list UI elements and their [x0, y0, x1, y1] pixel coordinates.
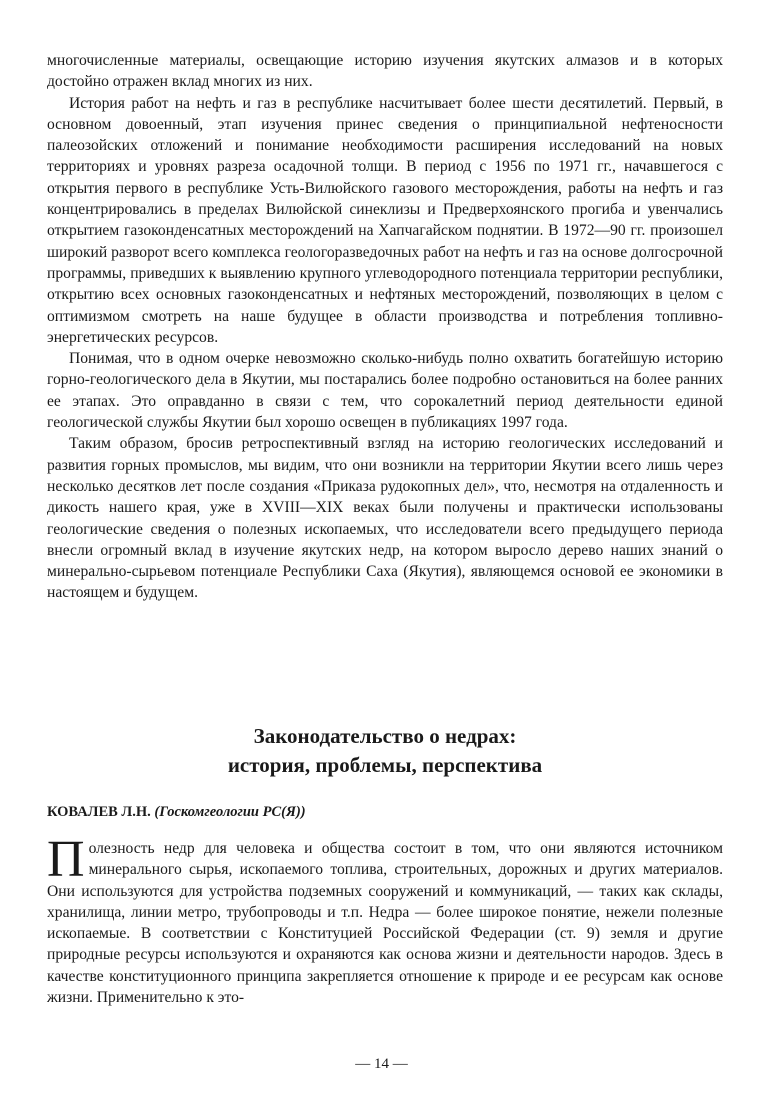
page-number: — 14 — — [355, 1056, 408, 1072]
article-first-paragraph — [47, 831, 723, 1008]
paragraph-conclusion: Таким образом, бросив ретроспективный взгляд на историю геологических исследований и развития горных промыслов, мы видим, что они возникли на территории Якутии всего лишь через несколько десятков лет после создания «Приказа рудокопных дел», что, несмотря на отдаленность и дикость нашего края, уже в XVIII—XIX веках были получены и практически использованы геологические сведения о полезных ископаемых, что исследователи всего предыдущего периода внесли огромный вклад в изучение якутских недр, на котором выросло дерево наших знаний о минерально-сырьевом потенциале Республики Саха (Якутия), являющемся основой ее экономики в настоящем и будущем. — [47, 435, 723, 602]
drop-cap: П — [47, 831, 85, 888]
article-title-line-1: Законодательство о недрах: — [253, 724, 517, 748]
preceding-article-text — [47, 50, 723, 604]
paragraph-oil-gas-history: История работ на нефть и газ в республике насчитывает более шести десятилетий. Первый, в основном довоенный, этап изучения принес сведения о принципиальной нефтеносности палеозойских отложений и понимание необходимости расширения исследований на новых территориях и уровнях разреза осадочной толщи. В период с 1956 по 1971 гг., начавшегося с открытия первого в республике Усть-Вилюйского газового месторождения, работы на нефть и газ концентрировались в пределах Вилюйской синеклизы и Предверхоянского прогиба и увенчались открытием газоконденсатных месторождений на Хапчагайском поднятии. В 1972—90 гг. произошел широкий разворот всего комплекса геологоразведочных работ на нефть и газ на основе долгосрочной программы, приведших к выявлению крупного углеводородного потенциала территории республики, открытию всех основных газоконденсатных и нефтяных месторождений, позволяющих в целом с оптимизмом смотреть на наше будущее в области производства и потребления топливно-энергетических ресурсов. — [47, 94, 723, 346]
author-affiliation: (Госкомгеологии РС(Я)) — [154, 804, 306, 820]
article-body-text: олезность недр для человека и общества состоит в том, что они являются источником минерального сырья, ископаемого топлива, строительных, дорожных и других материалов. Они используются для устройства подземных сооружений и коммуникаций, — таких как склады, хранилища, линии метро, трубопроводы и т.п. Недра — более широкое понятие, нежели полезные ископаемые. В соответствии с Конституцией Российской Федерации (ст. 9) земля и другие природные ресурсы используются и охраняются как основа жизни и деятельности народов. Здесь в качестве конституционного принципа закрепляется отношение к природе и ее ресурсам как основе жизни. Применительно к это- — [47, 840, 723, 1007]
article-body — [47, 831, 723, 1008]
article-title — [47, 722, 723, 780]
article-title-line-2: история, проблемы, перспектива — [227, 753, 543, 777]
paragraph-essay-scope: Понимая, что в одном очерке невозможно сколько-нибудь полно охватить богатейшую историю горно-геологического дела в Якутии, мы постарались более подробно остановиться на более ранних ее этапах. Это оправданно в связи с тем, что сорокалетний период деятельности единой геологической службы Якутии был хорошо освещен в публикациях 1997 года. — [47, 350, 723, 432]
article-byline — [47, 803, 723, 821]
author-name: КОВАЛЕВ Л.Н. — [47, 804, 151, 820]
paragraph-continuation: многочисленные материалы, освещающие историю изучения якутских алмазов и в которых достойно отражен вклад многих из них. — [47, 52, 723, 91]
